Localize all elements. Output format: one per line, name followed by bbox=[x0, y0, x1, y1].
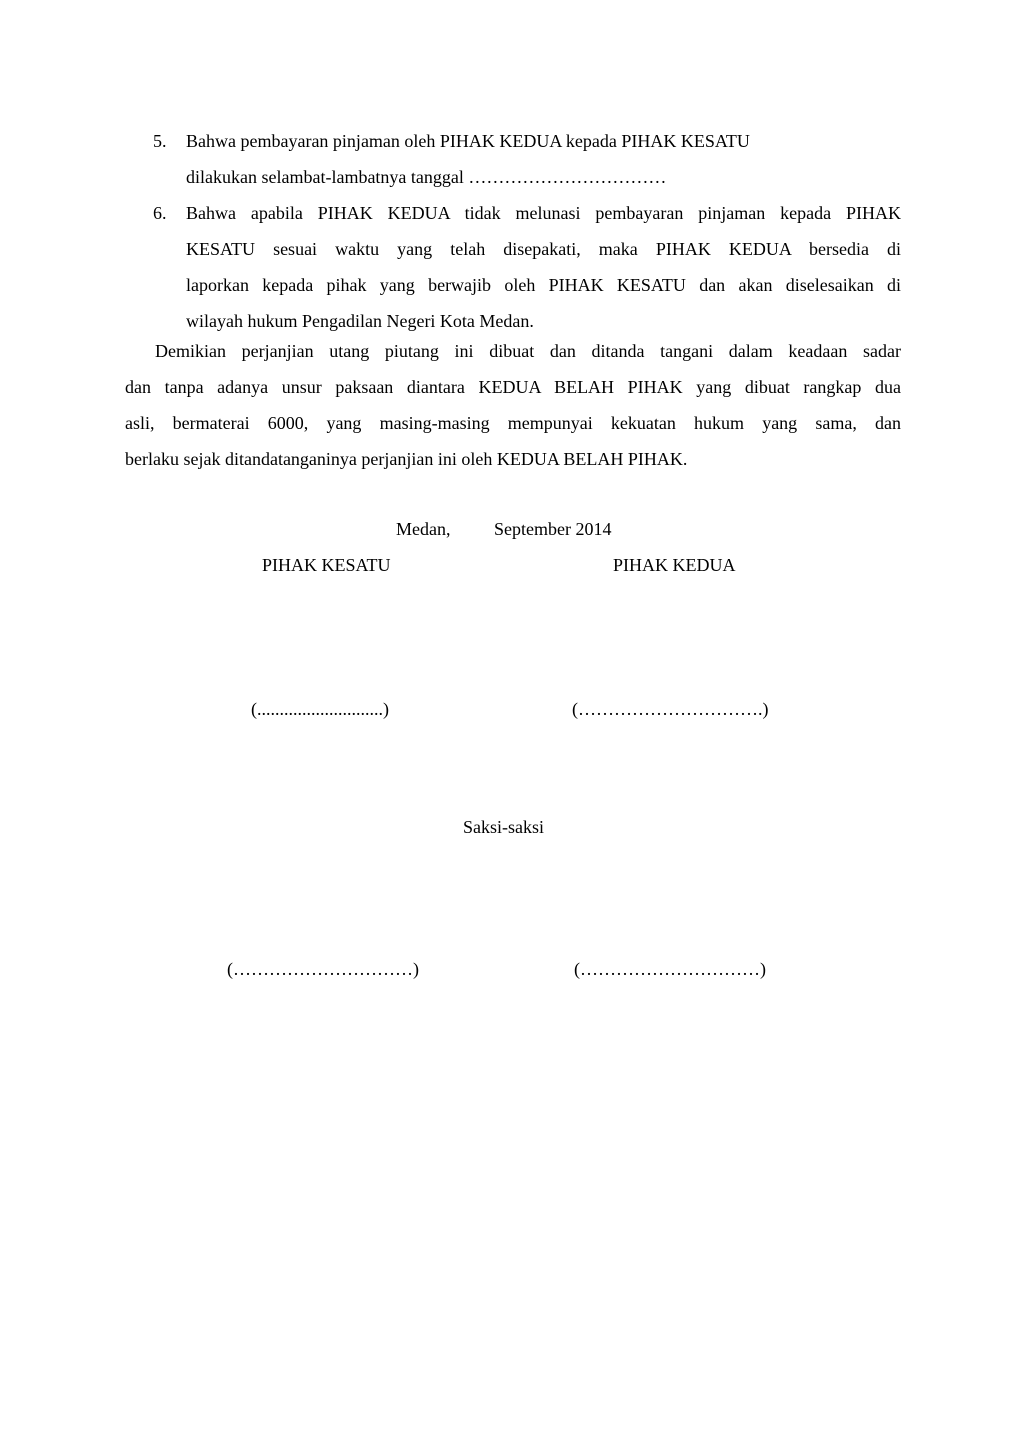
clause-line: Bahwa apabila PIHAK KEDUA tidak melunasi pembayaran pinjaman kepada PIHAK bbox=[186, 203, 901, 223]
closing-paragraph bbox=[125, 333, 901, 477]
closing-line: dan tanpa adanya unsur paksaan diantara KEDUA BELAH PIHAK yang dibuat rangkap dua bbox=[125, 377, 901, 397]
closing-line: Demikian perjanjian utang piutang ini dibuat dan ditanda tangani dalam keadaan sadar bbox=[155, 341, 901, 361]
witness-two-signature-line: (…………………………) bbox=[574, 959, 766, 979]
party-two-label: PIHAK KEDUA bbox=[613, 555, 736, 575]
clause-line: laporkan kepada pihak yang berwajib oleh PIHAK KESATU dan akan diselesaikan di bbox=[186, 275, 901, 295]
witness-one-signature-line: (…………………………) bbox=[227, 959, 419, 979]
signing-date: September 2014 bbox=[494, 519, 612, 539]
clause-line: Bahwa pembayaran pinjaman oleh PIHAK KEDUA kepada PIHAK KESATU bbox=[186, 131, 750, 151]
clause-number: 5. bbox=[153, 131, 167, 151]
closing-line: asli, bermaterai 6000, yang masing-masing mempunyai kekuatan hukum yang sama, dan bbox=[125, 413, 901, 433]
clause-item-6 bbox=[125, 195, 901, 339]
signing-place: Medan, bbox=[396, 519, 451, 539]
clause-line: wilayah hukum Pengadilan Negeri Kota Medan. bbox=[186, 311, 534, 331]
closing-line: berlaku sejak ditandatanganinya perjanjian ini oleh KEDUA BELAH PIHAK. bbox=[125, 449, 688, 469]
clause-line: KESATU sesuai waktu yang telah disepakati, maka PIHAK KEDUA bersedia di bbox=[186, 239, 901, 259]
clause-item-5 bbox=[125, 123, 901, 195]
party-one-label: PIHAK KESATU bbox=[262, 555, 391, 575]
clause-line: dilakukan selambat-lambatnya tanggal …………………………… bbox=[186, 167, 667, 187]
party-one-signature-line: (............................) bbox=[251, 699, 389, 719]
agreement-clause-list bbox=[125, 123, 901, 339]
witness-heading: Saksi-saksi bbox=[463, 817, 544, 837]
clause-number: 6. bbox=[153, 203, 167, 223]
party-two-signature-line: (………………………….) bbox=[572, 699, 769, 719]
